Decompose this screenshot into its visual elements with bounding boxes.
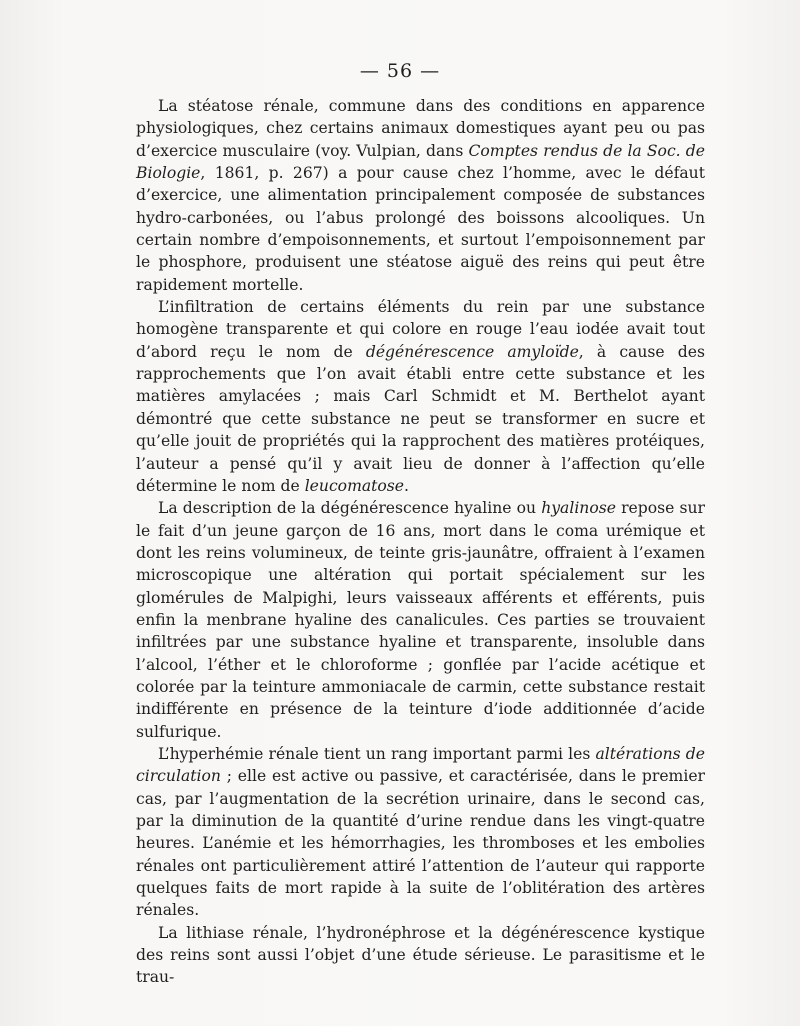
paragraph-leucomatose	[136, 296, 705, 497]
italic-phrase: Comptes rendus de la Soc. de Biologie	[136, 141, 705, 183]
paragraph-lithiase	[136, 922, 705, 989]
text-run: L’hyperhémie rénale tient un rang important parmi les	[158, 744, 596, 763]
paragraph-hyperhemie	[136, 743, 705, 922]
italic-phrase: altérations de circulation	[136, 744, 706, 786]
body-text	[136, 95, 705, 989]
text-run: ; elle est active ou passive, et caractérisée, dans le premier cas, par l’augmentation de la secrétion urinaire, dans le second cas, par la diminution de la quantité d’urine rendue dans les vingt-quatre heures. L’anémie et les hémorrhagies, les thromboses et les embolies rénales ont particulièrement attiré l’attention de l’auteur qui rapporte quelques faits de mort rapide à la suite de l’oblitération des artères rénales.	[136, 767, 705, 920]
page-number: — 56 —	[359, 60, 441, 82]
text-run: , à cause des rapprochements que l’on avait établi entre cette substance et les matières amylacées ; mais Carl Schmidt et M. Berthelot ayant démontré que cette substance ne peut se transformer en sucre et qu’elle jouit de propriétés qui la rapprochent des matières protéiques, l’auteur a pensé qu’il y avait lieu de donner à l’affection qu’elle détermine le nom de	[136, 342, 705, 495]
text-run: La description de la dégénérescence hyaline ou	[158, 499, 542, 518]
italic-phrase: hyalinose	[541, 499, 616, 518]
italic-phrase: leucomatose	[304, 476, 405, 495]
text-run: , 1861, p. 267) a pour cause chez l’homme, avec le défaut d’exercice, une alimentation principalement composée de substances hydro-carbonées, ou l’abus prolongé des boissons alcooliques. Un certain nombre d’empoisonnements, et surtout l’empoisonnement par le phosphore, produisent une stéatose aiguë des reins qui peut être rapidement mortelle.	[136, 164, 705, 294]
text-run: repose sur le fait d’un jeune garçon de 16 ans, mort dans le coma urémique et dont les reins volumineux, de teinte gris-jaunâtre, offraient à l’examen microscopique une altération qui portait spécialement sur les glomérules de Malpighi, leurs vaisseaux afférents et efférents, puis enfin la menbrane hyaline des canalicules. Ces parties se trouvaient infiltrées par une substance hyaline et transparente, insoluble dans l’alcool, l’éther et le chloroforme ; gonflée par l’acide acétique et colorée par la teinture ammoniacale de carmin, cette substance restait indifférente en présence de la teinture d’iode additionnée d’acide sulfurique.	[136, 499, 705, 741]
text-run: La stéatose rénale, commune dans des conditions en apparence physiologiques, chez certains animaux domestiques ayant peu ou pas d’exercice musculaire (voy. Vulpian, dans	[136, 97, 705, 160]
italic-phrase: dégénérescence amyloïde	[365, 342, 579, 361]
text-run: L’infiltration de certains éléments du rein par une substance homogène transparente et qui colore en rouge l’eau iodée avait tout d’abord reçu le nom de	[136, 298, 705, 361]
text-run: La lithiase rénale, l’hydronéphrose et la dégénérescence kystique des reins sont aussi l’objet d’une étude sérieuse. Le parasitisme et le trau-	[136, 923, 705, 987]
text-run: .	[404, 476, 410, 495]
paragraph-hyalinose	[136, 497, 705, 743]
paragraph-steatose	[136, 95, 705, 296]
